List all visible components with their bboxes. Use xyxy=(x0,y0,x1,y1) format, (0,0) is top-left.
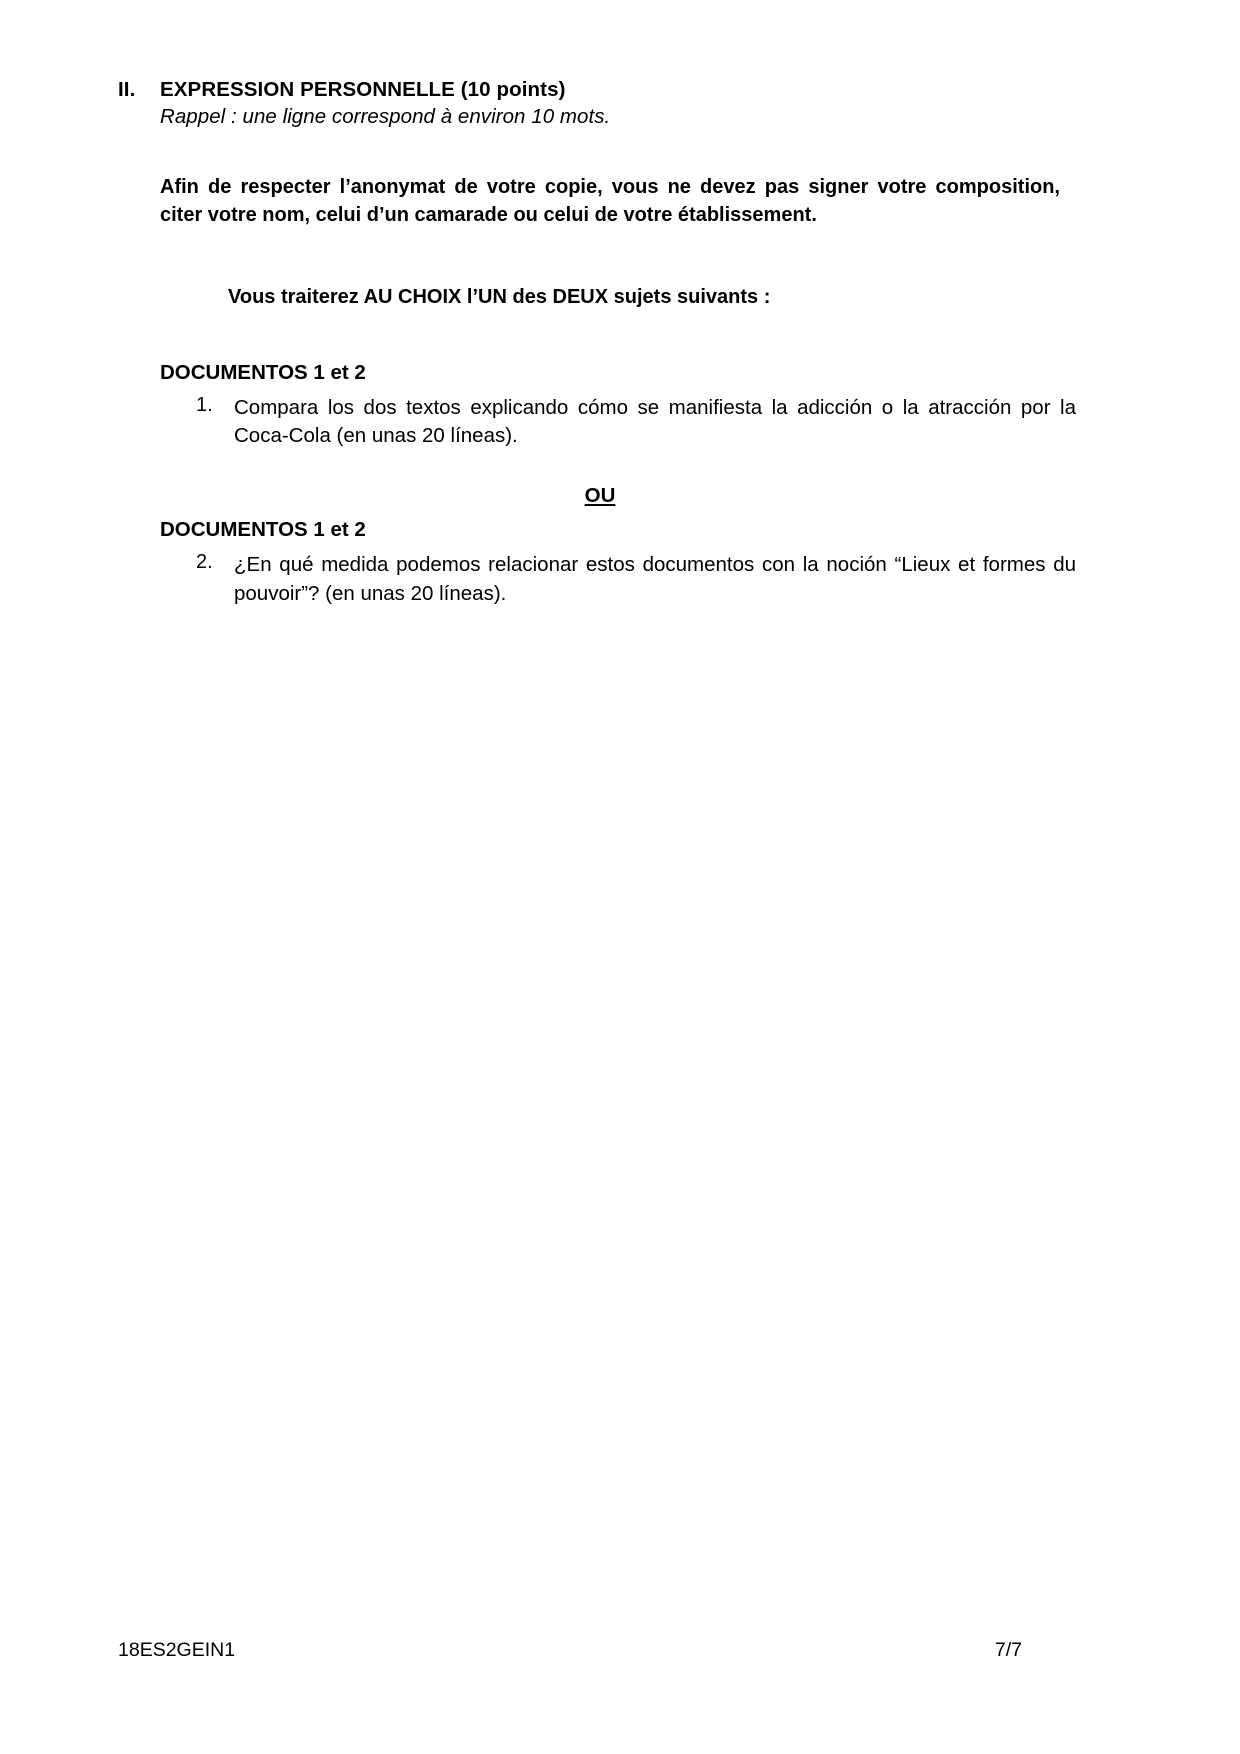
subject-number-1: 1. xyxy=(196,393,213,416)
rappel-note: Rappel : une ligne correspond à environ 10 mots. xyxy=(160,105,611,128)
section-number: II. xyxy=(118,78,136,101)
section-heading xyxy=(118,78,1122,102)
anonymity-note: Afin de respecter l’anonymat de votre copie, vous ne devez pas signer votre composition, citer votre nom, celui d’un camarade ou celui de votre établissement. xyxy=(160,176,1060,227)
choice-instruction: Vous traiterez AU CHOIX l’UN des DEUX sujets suivants : xyxy=(228,285,771,308)
documents-label-2: DOCUMENTOS 1 et 2 xyxy=(160,518,366,542)
separator-ou: OU xyxy=(584,484,616,508)
subject-item-2 xyxy=(196,551,1076,608)
subject-number-2: 2. xyxy=(196,551,213,574)
subject-text-1: Compara los dos textos explicando cómo se manifiesta la adicción o la atracción por la Coca-Cola (en unas 20 líneas). xyxy=(234,395,1076,448)
page-footer xyxy=(118,1639,1122,1662)
footer-exam-code: 18ES2GEIN1 xyxy=(118,1639,236,1661)
subject-text-2: ¿En qué medida podemos relacionar estos documentos con la noción “Lieux et formes du pouvoir”? (en unas 20 líneas). xyxy=(234,553,1076,605)
subject-item-1 xyxy=(196,394,1076,451)
footer-page-number: 7/7 xyxy=(994,1639,1022,1661)
documents-label-1: DOCUMENTOS 1 et 2 xyxy=(160,360,366,384)
section-title: EXPRESSION PERSONNELLE (10 points) xyxy=(160,78,566,101)
